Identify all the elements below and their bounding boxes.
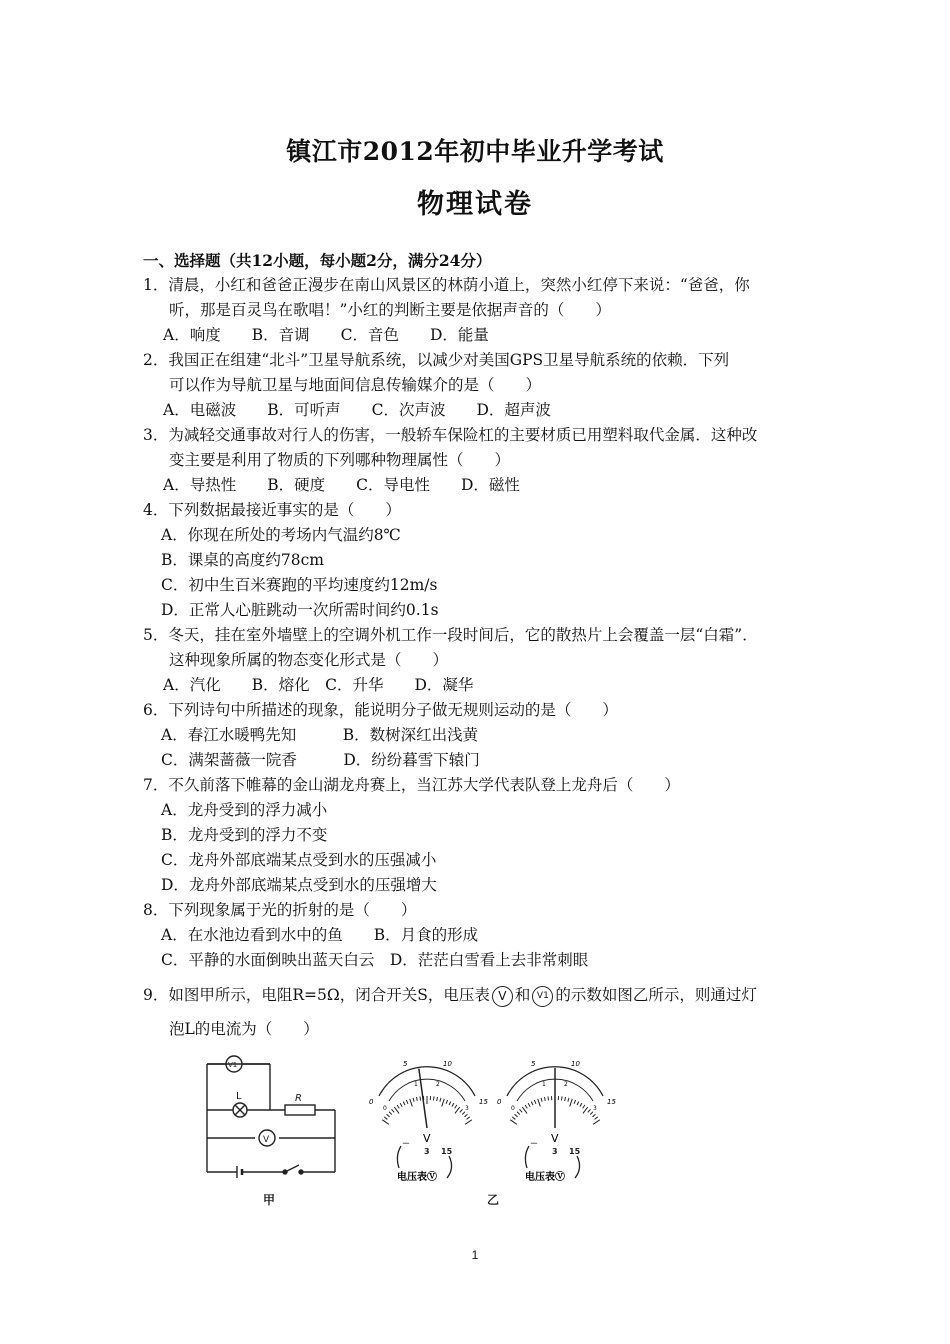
meter-tick bbox=[389, 1112, 392, 1115]
meter-tick bbox=[592, 1114, 595, 1117]
circuit-resistor bbox=[285, 1105, 315, 1115]
meter-tick bbox=[394, 1107, 399, 1113]
meter-tick bbox=[464, 1114, 467, 1117]
meter-caption-right: 电压表Ⓥ bbox=[525, 1172, 565, 1183]
question-options: A．响度 B．音调 C．音色 D．能量 bbox=[163, 326, 489, 344]
meter-tick bbox=[590, 1112, 593, 1115]
question-text: 4．下列数据最接近事实的是（ ） bbox=[143, 501, 401, 519]
meter-tick bbox=[449, 1102, 451, 1106]
meter-tick bbox=[403, 1102, 405, 1106]
question-8 bbox=[143, 898, 823, 973]
meter-tick bbox=[562, 1096, 563, 1100]
scale-label: 2 bbox=[436, 1081, 440, 1088]
terminal-3: 3 bbox=[424, 1147, 430, 1156]
meter-tick bbox=[570, 1099, 573, 1107]
scale-label: 3 bbox=[593, 1105, 597, 1112]
meter-tick bbox=[545, 1097, 546, 1101]
meter-tick bbox=[417, 1097, 418, 1101]
scale-label: 10 bbox=[571, 1060, 580, 1068]
meter-tick bbox=[465, 1120, 472, 1124]
meter-tick bbox=[574, 1100, 576, 1104]
question-text: 2．我国正在组建“北斗”卫星导航系统，以减少对美国GPS卫星导航系统的依赖．下列 bbox=[143, 351, 730, 369]
meter-tick bbox=[382, 1120, 389, 1124]
meter-tick bbox=[413, 1098, 414, 1102]
scale-label: 2 bbox=[564, 1081, 568, 1088]
voltmeter-v1-icon: V1 bbox=[532, 986, 553, 1007]
question-text: 泡L的电流为（ ） bbox=[169, 1020, 319, 1038]
question-text bbox=[143, 981, 823, 1009]
scale-label: 1 bbox=[414, 1081, 418, 1088]
option: C．初中生百米赛跑的平均速度约12m/s bbox=[161, 576, 438, 594]
exam-title: 镇江市2012年初中毕业升学考试 bbox=[286, 137, 664, 166]
question-text: 可以作为导航卫星与地面间信息传输媒介的是（ ） bbox=[169, 376, 542, 394]
meter-tick bbox=[525, 1105, 527, 1108]
meter-tick bbox=[517, 1112, 520, 1115]
meter-tick bbox=[400, 1103, 402, 1106]
option: D．龙舟外部底端某点受到水的压强增大 bbox=[161, 876, 437, 894]
meter-tick bbox=[442, 1099, 445, 1107]
option: A．春江水暖鸭先知 B．数树深红出浅黄 bbox=[161, 726, 479, 744]
meter-tick bbox=[467, 1117, 470, 1119]
meter-tick bbox=[541, 1098, 542, 1102]
option: D．正常人心脏跳动一次所需时间约0.1s bbox=[161, 601, 439, 619]
question-options: A．汽化 B．熔化 C．升华 D．凝华 bbox=[163, 676, 474, 694]
voltmeter-left bbox=[369, 1060, 488, 1183]
meter-tick bbox=[397, 1105, 399, 1108]
question-text: 变主要是利用了物质的下列哪种物理属性（ ） bbox=[169, 451, 511, 469]
meter-tick bbox=[565, 1097, 566, 1101]
meter-tick bbox=[538, 1099, 541, 1107]
question-6 bbox=[143, 698, 823, 773]
question-2 bbox=[143, 348, 823, 423]
meter-tick bbox=[410, 1099, 413, 1107]
option: C．满架蔷薇一院香 D．纷纷暮雪下辕门 bbox=[161, 751, 480, 769]
option: C．龙舟外部底端某点受到水的压强减小 bbox=[161, 851, 437, 869]
meter-tick bbox=[528, 1103, 530, 1106]
page-number: 1 bbox=[471, 1248, 479, 1262]
meter-tick bbox=[583, 1107, 588, 1113]
q9-and: 和 bbox=[514, 986, 531, 1004]
section-heading: 一、选择题（共12小题，每小题2分，满分24分） bbox=[143, 251, 492, 270]
circuit-v1-label: V1 bbox=[228, 1061, 238, 1069]
meter-tick bbox=[580, 1103, 582, 1106]
meter-tick bbox=[520, 1109, 523, 1112]
meter-v-label: V bbox=[551, 1132, 559, 1145]
scale-label: 0 bbox=[369, 1098, 374, 1106]
exam-subtitle: 物理试卷 bbox=[417, 189, 533, 220]
meter-tick bbox=[577, 1102, 579, 1106]
question-5 bbox=[143, 623, 823, 698]
meter-tick bbox=[522, 1107, 527, 1113]
question-9 bbox=[143, 981, 823, 1043]
scale-label: 15 bbox=[479, 1098, 488, 1106]
meter-tick bbox=[420, 1096, 421, 1100]
terminal-3: 3 bbox=[552, 1147, 558, 1156]
question-3 bbox=[143, 423, 823, 498]
scale-label: 5 bbox=[403, 1060, 408, 1068]
scale-label: 15 bbox=[607, 1098, 616, 1106]
meter-tick bbox=[384, 1117, 387, 1119]
caption-jia: 甲 bbox=[263, 1193, 276, 1207]
terminal-negative: － bbox=[402, 1139, 410, 1148]
circuit-resistor-label: R bbox=[295, 1093, 302, 1104]
question-text: 6．下列诗句中所描述的现象，能说明分子做无规则运动的是（ ） bbox=[143, 701, 618, 719]
option: B．课桌的高度约78cm bbox=[161, 551, 324, 569]
q9-text-part1: 9．如图甲所示，电阻R=5Ω，闭合开关S，电压表 bbox=[143, 986, 490, 1004]
meter-tick bbox=[583, 1105, 585, 1108]
meter-tick bbox=[446, 1100, 448, 1104]
circuit-switch bbox=[285, 1165, 299, 1172]
question-text: 这种现象所属的物态变化形式是（ ） bbox=[169, 651, 449, 669]
meter-tick bbox=[515, 1114, 518, 1117]
meter-v-label: V bbox=[423, 1132, 431, 1145]
scale-label: 0 bbox=[511, 1105, 515, 1112]
terminal-15: 15 bbox=[569, 1147, 581, 1156]
meter-tick bbox=[455, 1105, 457, 1108]
option: C．平静的水面倒映出蓝天白云 D．茫茫白雪看上去非常刺眼 bbox=[161, 951, 589, 969]
scale-label: 5 bbox=[531, 1060, 536, 1068]
scale-label: 0 bbox=[383, 1105, 387, 1112]
meter-tick bbox=[462, 1112, 465, 1115]
q9-figure bbox=[195, 1052, 655, 1212]
meter-tick bbox=[531, 1102, 533, 1106]
voltmeter-right bbox=[497, 1060, 616, 1183]
meter-tick bbox=[512, 1117, 515, 1119]
question-1 bbox=[143, 273, 823, 348]
scale-label: 3 bbox=[465, 1105, 469, 1112]
meter-tick bbox=[437, 1097, 438, 1101]
option: A．龙舟受到的浮力减小 bbox=[161, 801, 328, 819]
meter-tick bbox=[452, 1103, 454, 1106]
meter-tick bbox=[510, 1120, 517, 1124]
question-text: 8．下列现象属于光的折射的是（ ） bbox=[143, 901, 417, 919]
meter-tick bbox=[548, 1096, 549, 1100]
question-7 bbox=[143, 773, 823, 898]
question-text: 5．冬天，挂在室外墙壁上的空调外机工作一段时间后，它的散热片上会覆盖一层“白霜”． bbox=[143, 626, 758, 644]
meter-tick bbox=[593, 1120, 600, 1124]
question-text: 7．不久前落下帷幕的金山湖龙舟赛上，当江苏大学代表队登上龙舟后（ ） bbox=[143, 776, 680, 794]
meter-tick bbox=[568, 1098, 569, 1102]
meter-tick bbox=[387, 1114, 390, 1117]
meter-tick bbox=[595, 1117, 598, 1119]
question-options: A．电磁波 B．可听声 C．次声波 D．超声波 bbox=[163, 401, 551, 419]
option: B．龙舟受到的浮力不变 bbox=[161, 826, 328, 844]
meter-caption-left: 电压表Ⓥ bbox=[397, 1172, 437, 1183]
question-text: 3．为减轻交通事故对行人的伤害，一般轿车保险杠的主要材质已用塑料取代金属．这种改 bbox=[143, 426, 758, 444]
meter-tick bbox=[460, 1109, 463, 1112]
scale-label: 10 bbox=[443, 1060, 452, 1068]
scale-label: 1 bbox=[542, 1081, 546, 1088]
circuit-diagram bbox=[207, 1056, 335, 1178]
circuit-v-label: V bbox=[263, 1135, 270, 1145]
meter-tick bbox=[392, 1109, 395, 1112]
caption-yi: 乙 bbox=[487, 1193, 500, 1207]
meter-tick bbox=[406, 1100, 408, 1104]
question-options: A．导热性 B．硬度 C．导电性 D．磁性 bbox=[163, 476, 520, 494]
meter-tick bbox=[440, 1098, 441, 1102]
circuit-lamp-label: L bbox=[236, 1091, 242, 1102]
question-4 bbox=[143, 498, 823, 623]
voltmeter-v-icon: V bbox=[492, 986, 513, 1007]
meter-tick bbox=[534, 1100, 536, 1104]
question-text: 1．清晨，小红和爸爸正漫步在南山风景区的林荫小道上，突然小红停下来说：“爸爸，你 bbox=[143, 276, 750, 294]
scale-label: 0 bbox=[497, 1098, 502, 1106]
option: A．在水池边看到水中的鱼 B．月食的形成 bbox=[161, 926, 479, 944]
option: A．你现在所处的考场内气温约8℃ bbox=[161, 526, 401, 544]
question-text: 听，那是百灵鸟在歌唱！”小红的判断主要是依据声音的（ ） bbox=[169, 301, 611, 319]
question-content bbox=[143, 248, 823, 1043]
meter-tick bbox=[434, 1096, 435, 1100]
meter-tick bbox=[455, 1107, 460, 1113]
terminal-15: 15 bbox=[441, 1147, 453, 1156]
meter-tick bbox=[588, 1109, 591, 1112]
q9-text-part2: 的示数如图乙所示，则通过灯 bbox=[555, 986, 757, 1004]
terminal-negative: － bbox=[530, 1139, 538, 1148]
